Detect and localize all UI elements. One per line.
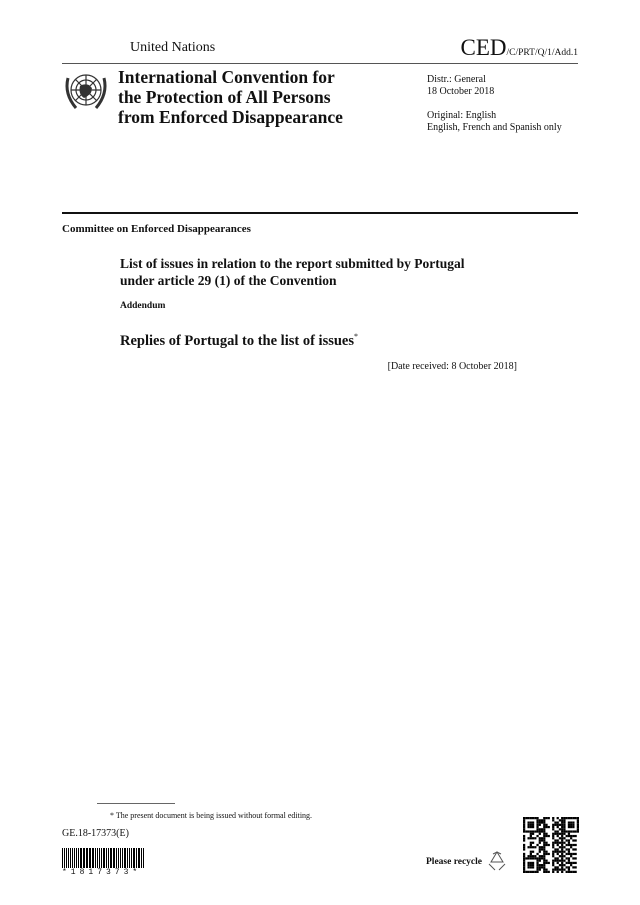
document-heading	[120, 255, 465, 289]
qr-code-icon	[523, 817, 579, 873]
committee-name: Committee on Enforced Disappearances	[62, 223, 251, 235]
barcode-icon	[62, 848, 152, 868]
un-emblem-icon	[62, 68, 110, 116]
heading-line: under article 29 (1) of the Convention	[120, 273, 337, 288]
symbol-rest: /C/PRT/Q/1/Add.1	[506, 48, 578, 58]
footnote-divider	[97, 803, 175, 804]
footnote: * The present document is being issued without formal editing.	[110, 811, 313, 820]
distribution: Distr.: General	[427, 74, 486, 85]
distribution-info	[427, 74, 494, 98]
organization-name: United Nations	[130, 40, 216, 55]
replies-text: Replies of Portugal to the list of issues	[120, 332, 354, 349]
title-divider	[62, 212, 578, 214]
recycle-icon	[485, 850, 509, 872]
barcode-digits: *1817373*	[62, 868, 142, 877]
addendum-label: Addendum	[120, 301, 166, 311]
title-line: from Enforced Disappearance	[118, 107, 343, 127]
please-recycle: Please recycle	[426, 857, 482, 867]
original-language: Original: English	[427, 110, 497, 121]
date-received: [Date received: 8 October 2018]	[387, 361, 517, 372]
footnote-mark[interactable]: *	[354, 332, 358, 341]
document-symbol	[461, 35, 578, 61]
job-number: GE.18-17373(E)	[62, 828, 129, 839]
languages: English, French and Spanish only	[427, 122, 562, 133]
title-line: the Protection of All Persons	[118, 87, 331, 107]
title-line: International Convention for	[118, 67, 335, 87]
language-info	[427, 110, 562, 134]
replies-heading	[120, 332, 358, 350]
symbol-main: CED	[460, 35, 507, 60]
header-divider	[62, 63, 578, 64]
heading-line: List of issues in relation to the report submitted by Portugal	[120, 256, 465, 271]
issue-date: 18 October 2018	[427, 86, 495, 97]
convention-title	[118, 67, 343, 127]
